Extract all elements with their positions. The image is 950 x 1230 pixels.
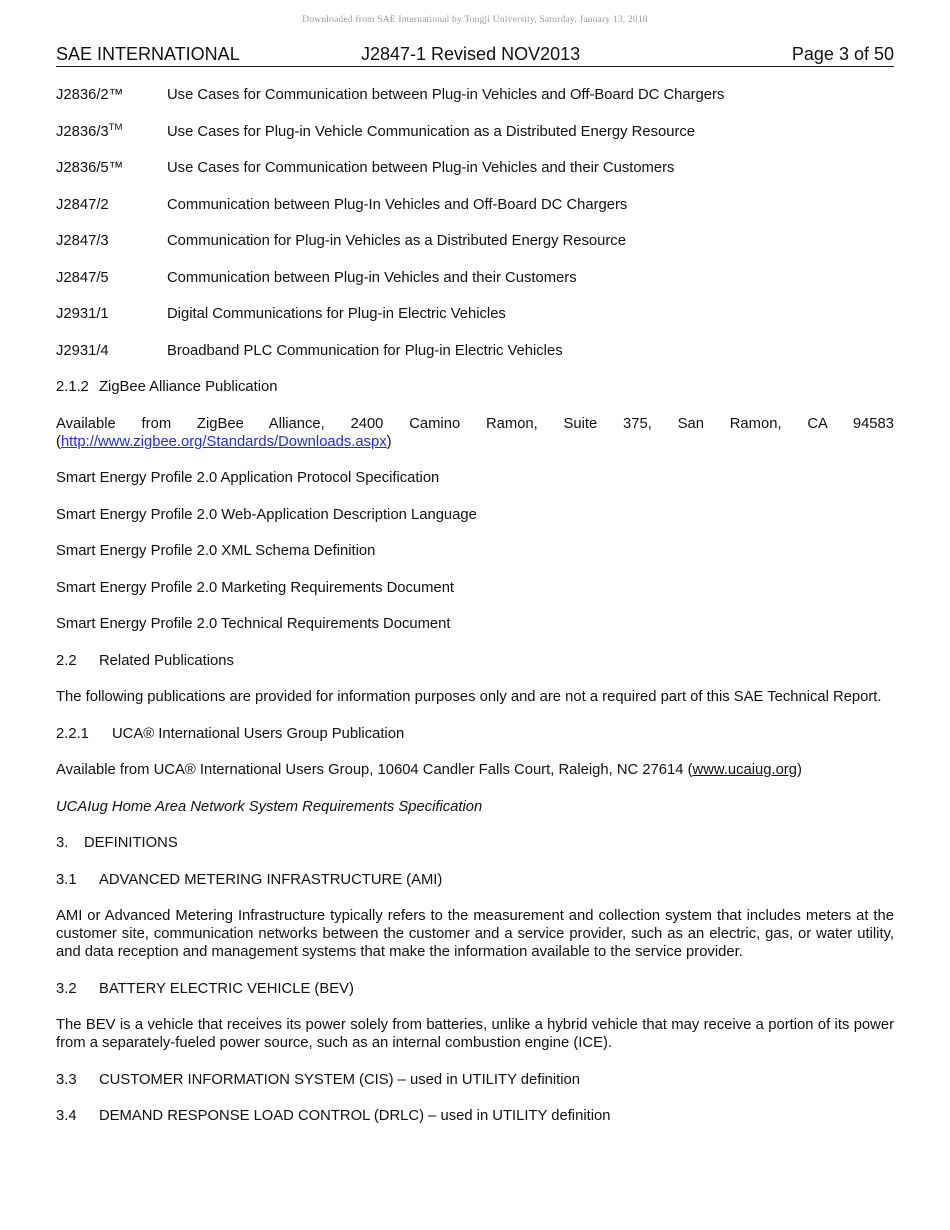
zigbee-document: Smart Energy Profile 2.0 Web-Application Description Language <box>56 506 477 523</box>
reference-code: J2847/5 <box>56 269 109 286</box>
section-number: 2.2.1 <box>56 725 89 742</box>
reference-code: J2847/2 <box>56 196 109 213</box>
reference-code: J2931/1 <box>56 306 109 322</box>
definition-heading-3-3 <box>56 1071 894 1089</box>
definition-heading-3-4 <box>56 1107 894 1125</box>
reference-title: Use Cases for Plug-in Vehicle Communication as a Distributed Energy Resource <box>167 123 695 140</box>
header-doc-id: J2847-1 Revised NOV2013 <box>361 44 581 64</box>
reference-title: Communication between Plug-In Vehicles and Off-Board DC Chargers <box>167 196 628 213</box>
download-watermark: Downloaded from SAE International by Tongji University, Saturday, January 13, 2018 <box>302 15 648 25</box>
trademark-superscript: TM <box>108 121 123 133</box>
section-title: Related Publications <box>99 652 234 669</box>
reference-row <box>56 196 894 214</box>
header-org: SAE INTERNATIONAL <box>56 44 240 64</box>
reference-row <box>56 305 894 323</box>
reference-code: J2836/2™ <box>56 87 124 103</box>
reference-list <box>56 86 894 360</box>
related-publications-text: The following publications are provided for information purposes only and are not a required part of this SAE Technical Report. <box>56 689 882 705</box>
page-content <box>56 86 894 1144</box>
section-heading-2-1-2 <box>56 378 894 396</box>
reference-row <box>56 232 894 250</box>
definition-term: BATTERY ELECTRIC VEHICLE (BEV) <box>99 980 354 997</box>
reference-code: J2836/3™ <box>56 121 123 140</box>
section-title: UCA® International Users Group Publication <box>112 725 405 742</box>
section-title: ZigBee Alliance Publication <box>99 379 278 395</box>
reference-title: Use Cases for Communication between Plug-in Vehicles and Off-Board DC Chargers <box>167 87 725 103</box>
definition-term: ADVANCED METERING INFRASTRUCTURE (AMI) <box>99 871 443 888</box>
zigbee-address: Available from ZigBee Alliance, 2400 Camino Ramon, Suite 375, San Ramon, CA 94583 <box>56 415 894 432</box>
ucaiug-website-link[interactable]: www.ucaiug.org <box>692 762 797 778</box>
zigbee-document: Smart Energy Profile 2.0 Marketing Requirements Document <box>56 579 455 596</box>
page-header <box>56 44 894 67</box>
reference-title: Communication between Plug-in Vehicles and their Customers <box>167 269 577 286</box>
reference-title: Use Cases for Communication between Plug-in Vehicles and their Customers <box>167 160 675 176</box>
section-heading-3 <box>56 834 894 852</box>
section-heading-2-2-1 <box>56 725 894 743</box>
definition-text: The BEV is a vehicle that receives its power solely from batteries, unlike a hybrid vehicle that may receive a portion of its power from a separately-fueled power source, such as an internal combustion engine (ICE). <box>56 1017 894 1051</box>
zigbee-document: Smart Energy Profile 2.0 XML Schema Definition <box>56 543 376 559</box>
definition-heading-3-2 <box>56 980 894 998</box>
header-page-number: Page 3 of 50 <box>791 44 894 64</box>
section-title: DEFINITIONS <box>84 835 178 851</box>
definition-number: 3.2 <box>56 980 77 997</box>
definition-heading-3-1 <box>56 871 894 889</box>
reference-row <box>56 86 894 104</box>
definition-term: DEMAND RESPONSE LOAD CONTROL (DRLC) – used in UTILITY definition <box>99 1108 611 1124</box>
reference-title: Broadband PLC Communication for Plug-in Electric Vehicles <box>167 342 563 359</box>
ucaiug-availability: Available from UCA® International Users Group, 10604 Candler Falls Court, Raleigh, NC 27614 (www.ucaiug.org) <box>56 762 802 778</box>
reference-title: Digital Communications for Plug-in Electric Vehicles <box>167 306 506 322</box>
reference-code: J2836/5™ <box>56 160 124 176</box>
section-number: 2.1.2 <box>56 379 89 395</box>
reference-code: J2931/4 <box>56 342 109 359</box>
reference-row <box>56 159 894 177</box>
section-number: 3. <box>56 835 69 851</box>
section-heading-2-2 <box>56 652 894 670</box>
definition-number: 3.1 <box>56 871 77 888</box>
reference-title: Communication for Plug-in Vehicles as a Distributed Energy Resource <box>167 233 626 249</box>
reference-row <box>56 269 894 287</box>
definition-number: 3.4 <box>56 1108 77 1124</box>
zigbee-document: Smart Energy Profile 2.0 Application Protocol Specification <box>56 470 440 486</box>
zigbee-downloads-link[interactable]: http://www.zigbee.org/Standards/Downloads.aspx <box>60 433 387 450</box>
zigbee-document: Smart Energy Profile 2.0 Technical Requirements Document <box>56 616 451 632</box>
ucaiug-document: UCAIug Home Area Network System Requirements Specification <box>56 798 483 815</box>
zigbee-availability: Available from ZigBee Alliance, 2400 Camino Ramon, Suite 375, San Ramon, CA 94583 (http://www.zigbee.org/Standards/Downloads.aspx) <box>56 415 894 450</box>
section-number: 2.2 <box>56 652 77 669</box>
reference-code: J2847/3 <box>56 233 109 249</box>
definition-term: CUSTOMER INFORMATION SYSTEM (CIS) – used in UTILITY definition <box>99 1071 581 1088</box>
reference-row <box>56 123 894 141</box>
reference-row <box>56 342 894 360</box>
definition-text: AMI or Advanced Metering Infrastructure typically refers to the measurement and collection system that includes meters at the customer site, communication networks between the customer and a service provider, such as an electric, gas, or water utility, and data reception and management systems that make the information available to the service provider. <box>56 908 894 960</box>
definition-number: 3.3 <box>56 1071 77 1088</box>
